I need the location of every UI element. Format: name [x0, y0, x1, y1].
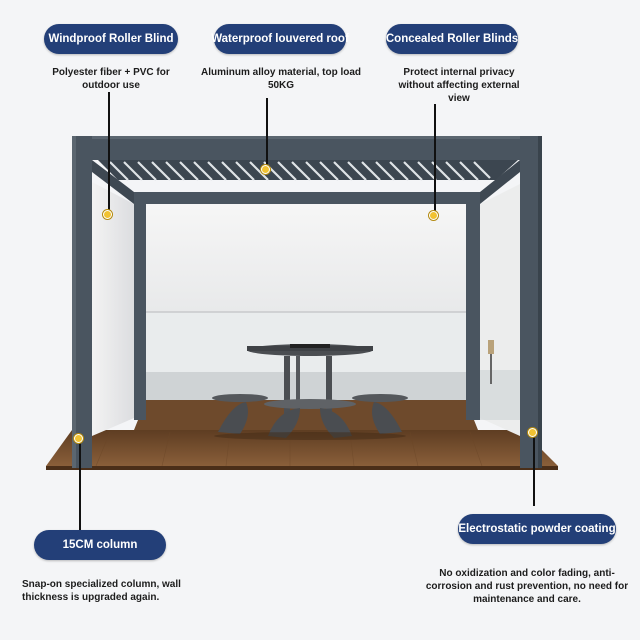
electrostatic-powder-coating-desc: No oxidization and color fading, anti- corrosion and rust prevention, no need for maintenance and care. [425, 568, 629, 605]
frame-top-beam [72, 136, 542, 160]
left-windproof-blind [92, 182, 134, 436]
marker-concealed-dot [429, 211, 438, 220]
marker-windproof-dot [103, 210, 112, 219]
connector-line-column [79, 442, 81, 530]
connector-line-windproof [108, 92, 110, 214]
column-label: 15CM column [34, 530, 166, 560]
waterproof-louvered-roof-label: Waterproof louvered roof [214, 24, 346, 54]
marker-louvered-roof-dot [261, 165, 270, 174]
windproof-roller-blind-desc: Polyester fiber + PVC for outdoor use [52, 67, 170, 91]
connector-line-coating [533, 436, 535, 506]
concealed-roller-blinds-desc: Protect internal privacy without affecting external view [398, 67, 520, 104]
electrostatic-powder-coating-label: Electrostatic powder coating [458, 514, 616, 544]
concealed-roller-blinds-label: Concealed Roller Blinds [386, 24, 518, 54]
marker-column-dot [74, 434, 83, 443]
windproof-roller-blind-label: Windproof Roller Blind [44, 24, 178, 54]
connector-line-louvered-roof [266, 98, 268, 170]
back-roller-blind [146, 204, 466, 312]
marker-coating-dot [528, 428, 537, 437]
connector-line-concealed [434, 104, 436, 216]
waterproof-louvered-roof-desc: Aluminum alloy material, top load 50KG [200, 67, 362, 91]
column-desc: Snap-on specialized column, wall thickness is upgraded again. [22, 579, 181, 603]
